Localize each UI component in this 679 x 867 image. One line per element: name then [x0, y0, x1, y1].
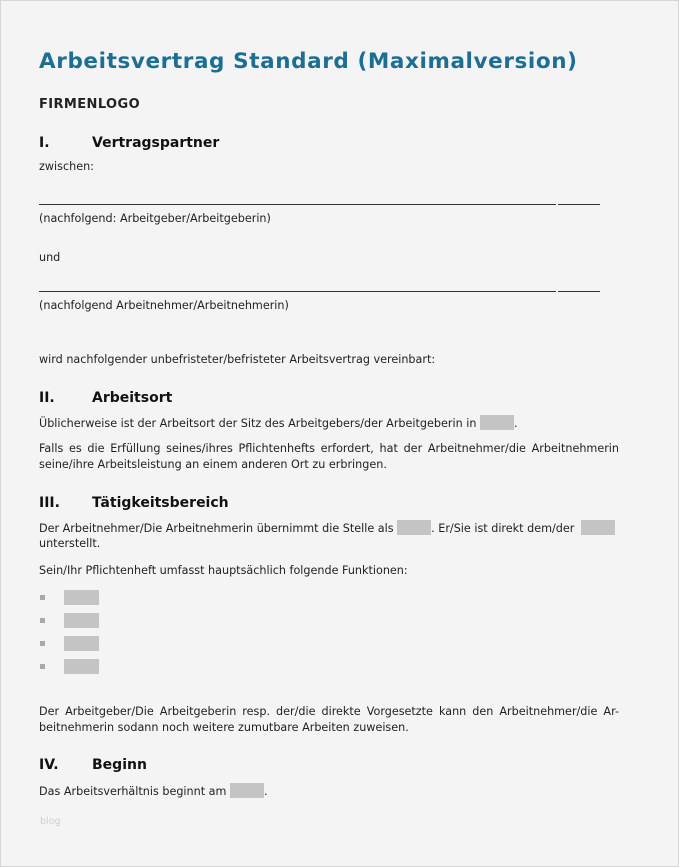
section-heading-taetigkeitsbereich: [39, 495, 229, 511]
additional-duties-line1: Der Arbeitgeber/Die Arbeitgeberin resp. der/die direkte Vorgesetzte kann den Arbeitnehmer/die Ar-: [39, 705, 619, 718]
section-heading-vertragspartner: [39, 135, 219, 151]
duties-intro: Sein/Ihr Pflichtenheft umfasst hauptsächlich folgende Funktionen:: [39, 564, 408, 577]
employee-signature-line[interactable]: [39, 291, 556, 292]
start-date-paragraph: [39, 783, 268, 798]
workplace-change-line2: seine/ihre Arbeitsleistung an einem anderen Ort zu erbringen.: [39, 458, 387, 471]
section-title: Tätigkeitsbereich: [92, 495, 229, 511]
section-title: Arbeitsort: [92, 390, 173, 406]
period: .: [263, 785, 268, 798]
section-number: IV.: [39, 757, 59, 773]
start-date-text: Das Arbeitsverhältnis beginnt am: [39, 785, 227, 798]
bullet-icon: [40, 641, 45, 646]
between-label: zwischen:: [39, 160, 94, 173]
position-paragraph: [39, 520, 615, 535]
section-number: II.: [39, 390, 55, 406]
workplace-location-field[interactable]: [480, 415, 514, 430]
document-title: Arbeitsvertrag Standard (Maximalversion): [39, 49, 578, 74]
position-paragraph-line2: unterstellt.: [39, 537, 101, 550]
section-heading-beginn: [39, 757, 147, 773]
workplace-paragraph: [39, 415, 518, 430]
agreement-text: wird nachfolgender unbefristeter/befristeter Arbeitsvertrag vereinbart:: [39, 353, 436, 366]
employer-signature-line[interactable]: [39, 204, 556, 205]
employer-caption: (nachfolgend: Arbeitgeber/Arbeitgeberin): [39, 212, 271, 225]
section-title: Beginn: [92, 757, 147, 773]
bullet-icon: [40, 595, 45, 600]
company-logo-placeholder: FIRMENLOGO: [39, 97, 141, 112]
section-title: Vertragspartner: [92, 135, 220, 151]
workplace-change-line1: Falls es die Erfüllung seines/ihres Pflichtenhefts erfordert, hat der Arbeitnehmer/die Arbeitnehmerin: [39, 442, 619, 455]
duty-field-3[interactable]: [64, 636, 99, 651]
position-text: Der Arbeitnehmer/Die Arbeitnehmerin übernimmt die Stelle als: [39, 522, 394, 535]
watermark: blog: [40, 816, 61, 827]
and-label: und: [39, 251, 61, 264]
section-heading-arbeitsort: [39, 390, 172, 406]
duty-field-1[interactable]: [64, 590, 99, 605]
duty-field-4[interactable]: [64, 659, 99, 674]
workplace-text: Üblicherweise ist der Arbeitsort der Sitz des Arbeitgebers/der Arbeitgeberin in: [39, 417, 477, 430]
employee-signature-line-end: [558, 291, 600, 292]
additional-duties-line2: beitnehmerin sodann noch weitere zumutbare Arbeiten zuweisen.: [39, 721, 409, 734]
period: .: [514, 417, 518, 430]
duty-field-2[interactable]: [64, 613, 99, 628]
start-date-field[interactable]: [230, 783, 264, 798]
section-number: III.: [39, 495, 60, 511]
bullet-icon: [40, 664, 45, 669]
section-number: I.: [39, 135, 50, 151]
employer-signature-line-end: [558, 204, 600, 205]
employee-caption: (nachfolgend Arbeitnehmer/Arbeitnehmerin): [39, 299, 289, 312]
supervisor-text: . Er/Sie ist direkt dem/der: [431, 522, 575, 535]
bullet-icon: [40, 618, 45, 623]
position-title-field[interactable]: [397, 520, 431, 535]
supervisor-field[interactable]: [581, 520, 615, 535]
